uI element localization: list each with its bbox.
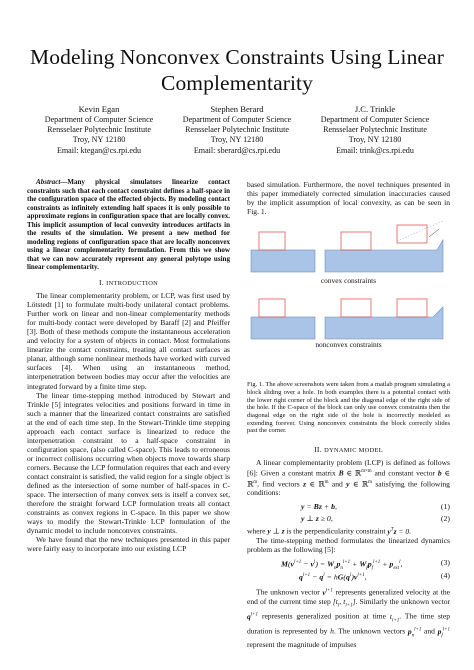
- author-1: [30, 104, 168, 156]
- ground-left-block: [251, 250, 315, 272]
- sliding-block-convex-1: [259, 232, 285, 250]
- equation-4: $q^{l+1} - q^l = hG(q^l)\nu^{l+1}$, (4): [299, 571, 450, 582]
- sliding-block-convex-3: [397, 225, 427, 243]
- author-email: Email: ktegan@cs.rpi.edu: [56, 145, 142, 155]
- author-2: [168, 104, 306, 156]
- figure-1-caption: Fig. 1. The above screenshots were taken from a matlab program simulating a block sliding over a hole. In both examples there is a potential contact with the lower right corner of the block and the diagonal edge of the right side of the hole. If the C-space of the block can only use convex constraints then the diagonal edge on the right side of the hole is incorrectly modeled as extending forever. Using nonconvex constraints the block correctly slides past the corner.: [247, 381, 450, 435]
- equation-3: $M(\nu^{l+1} - \nu^l) = W_np_n^{l+1} + W_fp_f^{l+1} + p_{ext}^l$, (3): [281, 558, 450, 572]
- equation-number: (4): [440, 571, 450, 581]
- section-title: DYNAMIC MODEL: [324, 447, 383, 455]
- intro-paragraph-1: The linear complementarity problem, or LCP, was first used by Lötstedt [1] to formulate multi-body unilateral contact problems. Further work on linear and non-linear complementarity methods for multi-body contact were developed by Baraff [2] and Pfeiffer [3]. Both of these methods compute the instantaneous acceleration and velocity for a system of objects in contact. Most formulations linearize the contact constraints, treating all contact surfaces as planar, although some nonlinear methods have worked with curved surfaces [4]. When using an instantaneous method, interpenetration between bodies may occur after the velocities are integrated forward by a finite time step.: [27, 291, 230, 391]
- author-inst: Rensselaer Polytechnic Institute: [185, 125, 289, 135]
- sliding-block-convex-2: [341, 232, 371, 250]
- left-column: [27, 178, 230, 553]
- right-column: [247, 180, 450, 649]
- author-name: Kevin Egan: [78, 104, 120, 114]
- paper-title: Modeling Nonconvex Constraints Using Linear Complementarity: [30, 45, 444, 95]
- continuation-paragraph: based simulation. Furthermore, the novel techniques presented in this paper immediately corrected simulation inaccuracies caused by the implicit assumption of local convexity, as can be seen in Fig. 1.: [247, 180, 450, 217]
- figure-1: [247, 219, 450, 377]
- abstract-lead: Abstract: [36, 178, 61, 186]
- ground-right-block: [325, 307, 443, 339]
- author-city: Troy, NY 12180: [348, 135, 402, 145]
- abstract-text: Many physical simulators linearize contact constraints such that each contact constraint defines a half-space in the configuration space of the effected objects. By modeling contact constraints as infinitely extending half spaces it is only possible to approximate regions in configuration space that are locally convex. This implicit assumption of local convexity introduces artifacts in the results of the simulation. We present a new method for modeling regions of configuration space that are locally nonconvex using a linear complementarity formulation. From this we show that we can now accurately represent any general polytope using linear complementarity.: [27, 178, 230, 272]
- author-dept: Department of Computer Science: [182, 114, 292, 124]
- author-city: Troy, NY 12180: [72, 135, 126, 145]
- author-3: [306, 104, 444, 156]
- ground-left-block: [251, 317, 315, 339]
- ground-right-block: [325, 240, 443, 272]
- author-dept: Department of Computer Science: [320, 114, 430, 124]
- author-inst: Rensselaer Polytechnic Institute: [47, 125, 151, 135]
- nonconvex-panel: [251, 299, 443, 339]
- dynamic-paragraph-2: where y ⊥ z is the perpendicularity constraint $y^Tz = 0$.: [247, 526, 412, 536]
- label-nonconvex-constraints: nonconvex constraints: [315, 340, 382, 350]
- author-city: Troy, NY 12180: [210, 135, 264, 145]
- dynamic-paragraph-1: A linear complementarity problem (LCP) is defined as follows [6]: Given a constant matrix B ∈ ℝ$^{m\times m}$ and constant vector b ∈ ℝ$^m$, find vectors z ∈ ℝ$^m$ and y ∈ ℝ$^m$ satisfying the following conditions:: [247, 458, 450, 498]
- abstract: Abstract—Many physical simulators linearize contact constraints such that each contact constraint defines a half-space in the configuration space of the effected objects. By modeling contact constraints as infinitely extending half spaces it is only possible to approximate regions in configuration space that are locally convex. This implicit assumption of local convexity introduces artifacts in the results of the simulation. We present a new method for modeling regions of configuration space that are locally nonconvex using a linear complementarity formulation. From this we show that we can now accurately represent any general polytope using linear complementarity.: [27, 178, 230, 272]
- author-email: Email: trink@cs.rpi.edu: [336, 145, 414, 155]
- dynamic-paragraph-4: The unknown vector $\nu^{l+1}$ represents generalized velocity at the end of the current time step [$t_l$, $t_{l+1}$]. Similarly the unknown vector $q^{l+1}$ represents generalized position at time $t_{l+1}$. The time step duration is represented by h. The unknown vectors $p_n^{l+1}$ and $p_f^{l+1}$ represent the magnitude of impulses: [247, 587, 451, 650]
- convex-panel: [251, 221, 443, 272]
- section-number: I.: [98, 278, 104, 288]
- motion-arrow: [429, 229, 439, 237]
- author-name: Stephen Berard: [210, 104, 264, 114]
- section-heading-dynamic-model: [247, 445, 450, 455]
- sliding-block-nonconvex-3: [397, 299, 427, 317]
- equation-2: y ⊥ z ≥ 0, (2): [301, 514, 450, 524]
- sliding-block-nonconvex-2: [341, 299, 371, 317]
- author-dept: Department of Computer Science: [44, 114, 154, 124]
- author-inst: Rensselaer Polytechnic Institute: [323, 125, 427, 135]
- equation-number: (3): [440, 558, 450, 568]
- sliding-block-nonconvex-1: [259, 299, 285, 317]
- intro-paragraph-3: We have found that the new techniques presented in this paper were fairly easy to incorporate into our existing LCP: [27, 535, 230, 554]
- section-number: II.: [314, 445, 322, 455]
- section-title: INTRODUCTION: [106, 280, 159, 288]
- intro-paragraph-2: The linear time-stepping method introduced by Stewart and Trinkle [5] integrates velocities and positions forward in time in such a manner that the linearized contact constraints are satisfied at the end of each time step. In the Stewart-Trinkle time stepping approach each contact surface is linearized to reduce the interpenetration constraint to a half-space constraint in configuration space, (also called C-space). This leads to erroneous or incorrect collisions occurring when objects move towards sharp corners. Because the LCP formulation requires that each and every contact constraint is satisfied, the valid region for a single object is defined as the intersection of some number of half-spaces in C-space. The intersection of many convex sets is itself a convex set, therefore the straight forward LCP formulation treats all contact constraints as convex regions in C-space. In this paper we show ways to modify the Stewart-Trinkle LCP formulation of the dynamic model to include nonconvex constraints.: [27, 390, 230, 536]
- label-convex-constraints: convex constraints: [320, 276, 377, 286]
- author-block: [30, 104, 444, 156]
- equation-number: (1): [440, 502, 450, 512]
- section-heading-introduction: [27, 278, 230, 288]
- author-name: J.C. Trinkle: [354, 104, 396, 114]
- equation-number: (2): [440, 514, 450, 524]
- equation-1: y = Bz + b, (1): [301, 502, 450, 512]
- author-email: Email: sberard@cs.rpi.edu: [193, 145, 281, 155]
- dynamic-paragraph-3: The time-stepping method formulates the linearized dynamics problem as the following [5]:: [247, 535, 450, 554]
